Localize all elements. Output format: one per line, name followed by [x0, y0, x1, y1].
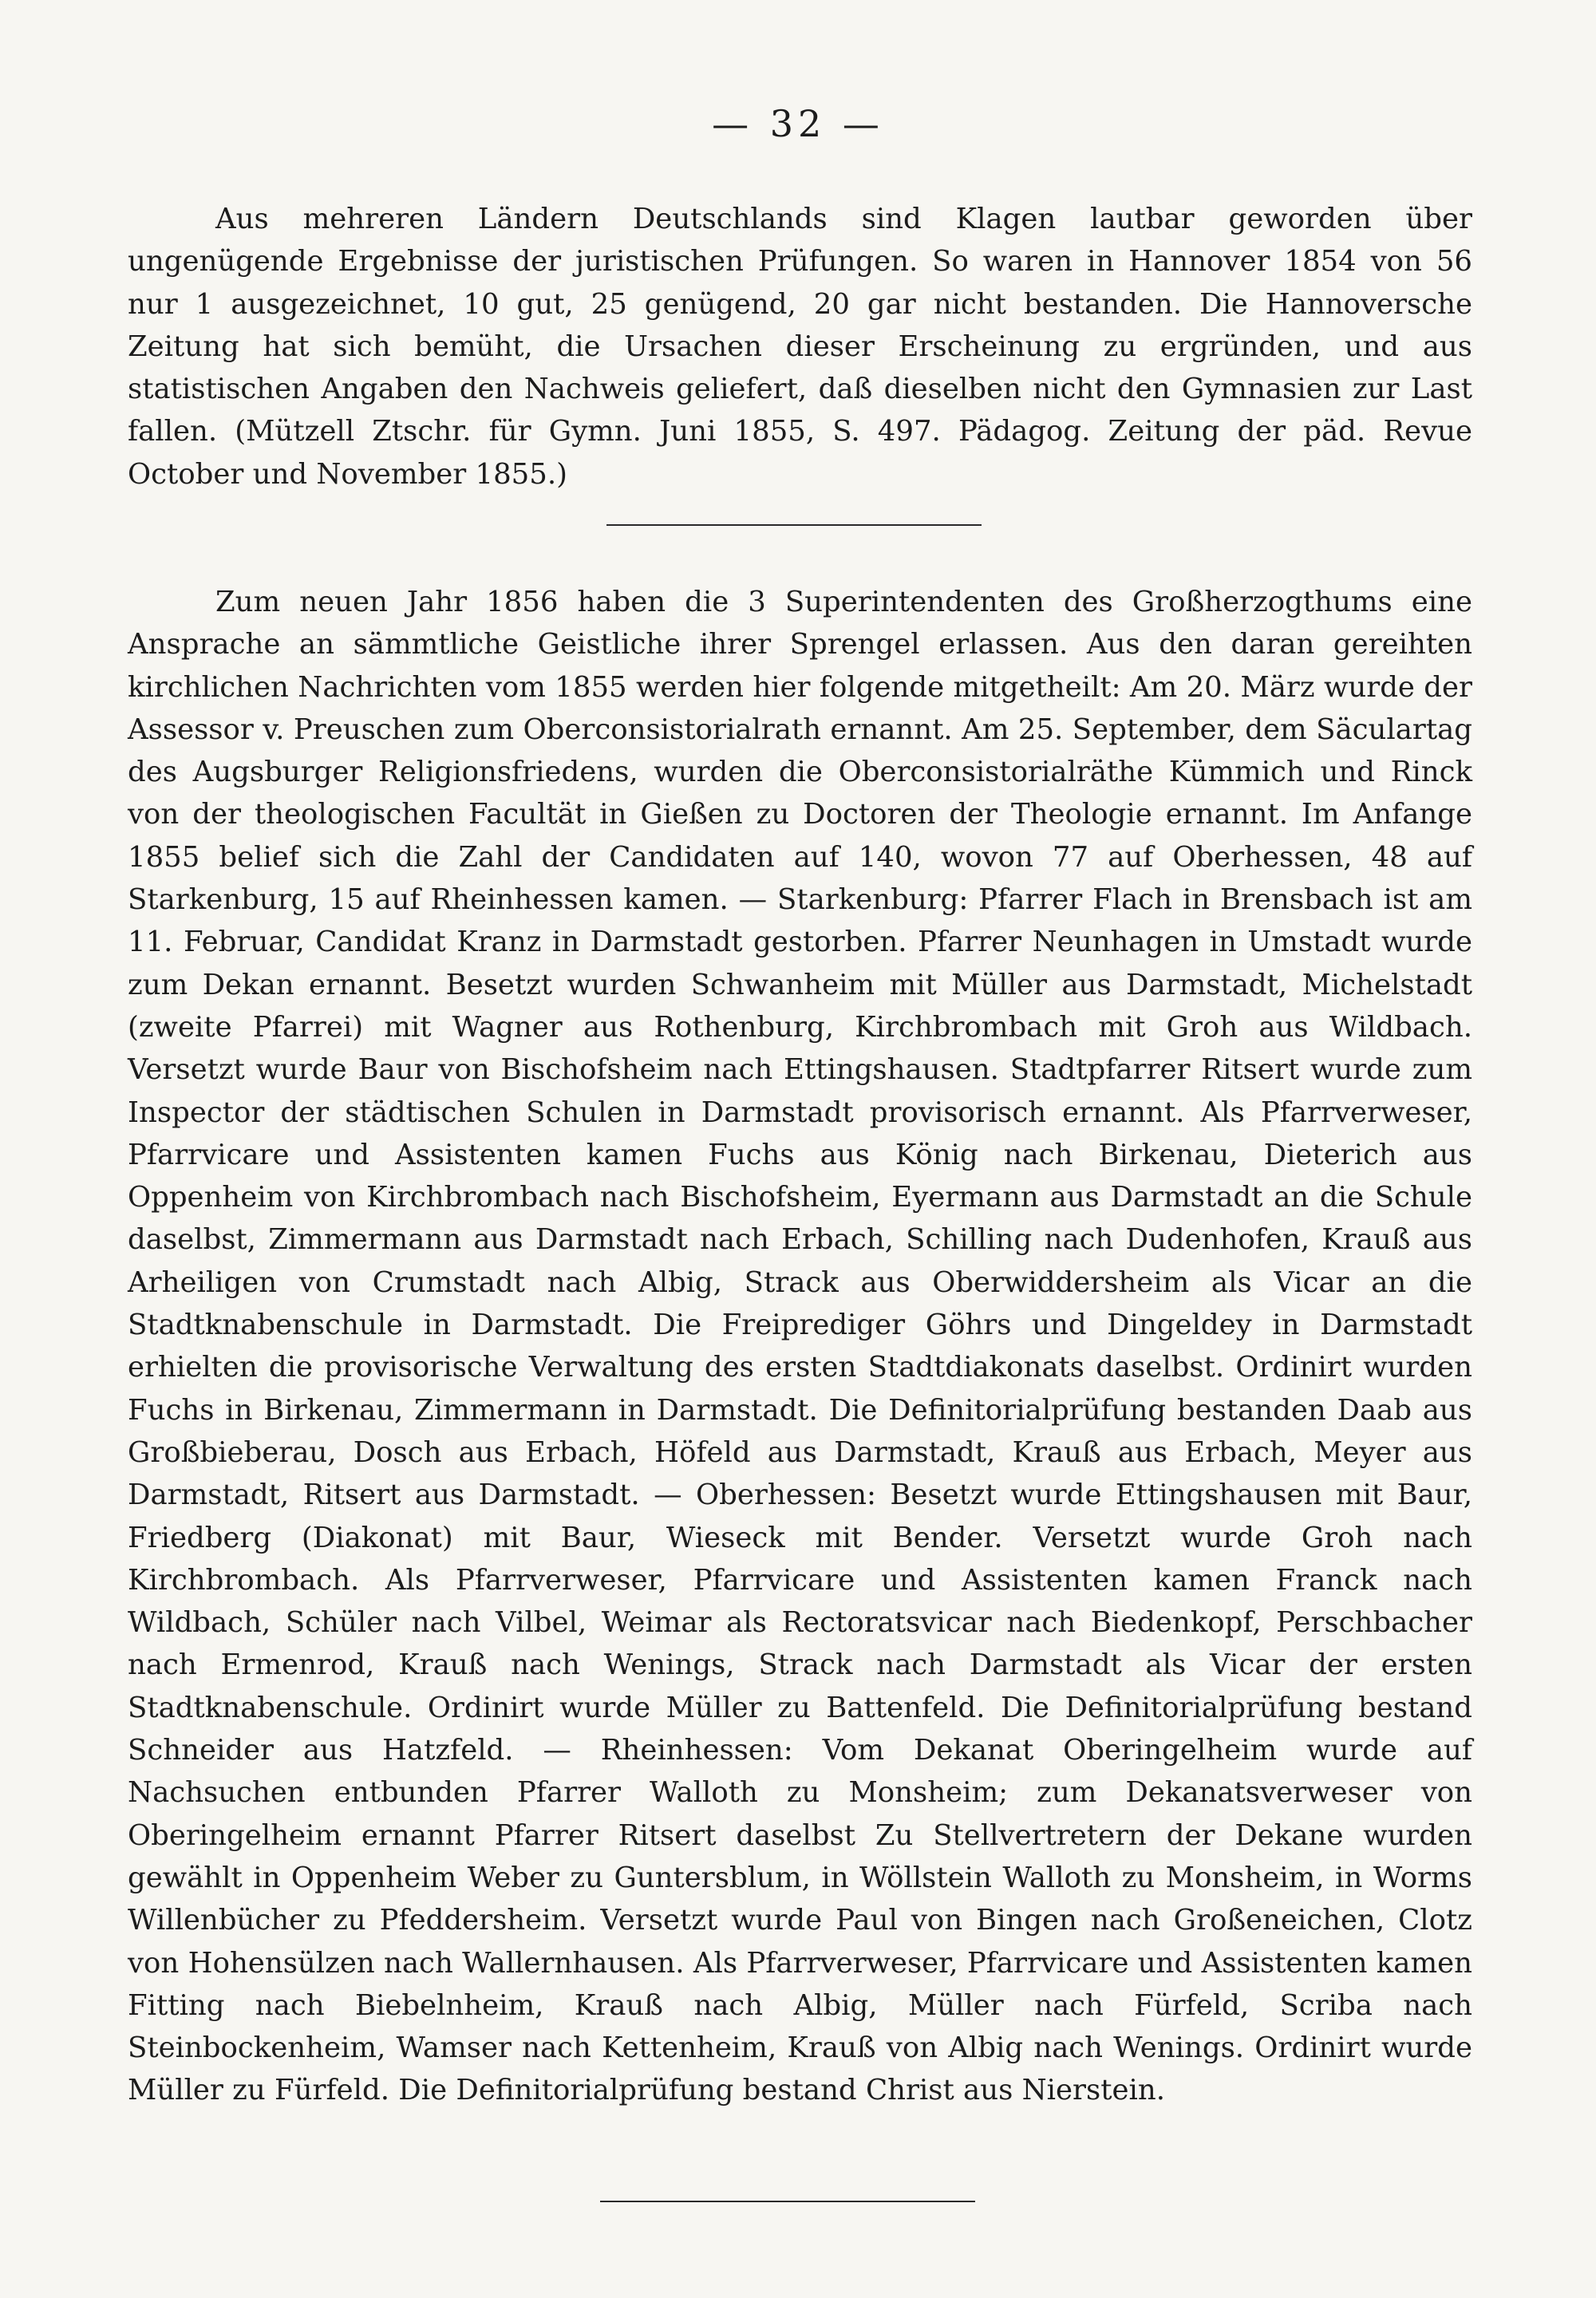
page-number: — 32 — — [712, 102, 884, 145]
section-divider — [600, 2201, 975, 2202]
paragraph-church-news — [128, 581, 1472, 2112]
section-divider — [606, 524, 982, 526]
paragraph-text: Zum neuen Jahr 1856 haben die 3 Superintendenten des Großherzogthums eine Ansprache an sämmtliche Geistliche ihrer Sprengel erlassen. Aus den daran gereihten kirchlichen Nachrichten vom 1855 werden hier folgende mitgetheilt: Am 20. März wurde der Assessor v. Preuschen zum Oberconsistorialrath ernannt. Am 25. September, dem Säculartag des Augsburger Religionsfriedens, wurden die Oberconsistorialräthe Kümmich und Rinck von der theologischen Facultät in Gießen zu Doctoren der Theologie ernannt. Im Anfange 1855 belief sich die Zahl der Candidaten auf 140, wovon 77 auf Oberhessen, 48 auf Starkenburg, 15 auf Rheinhessen kamen. — Starkenburg: Pfarrer Flach in Brensbach ist am 11. Februar, Candidat Kranz in Darmstadt gestorben. Pfarrer Neunhagen in Umstadt wurde zum Dekan ernannt. Besetzt wurden Schwanheim mit Müller aus Darmstadt, Michelstadt (zweite Pfarrei) mit Wagner aus Rothenburg, Kirchbrombach mit Groh aus Wildbach. Versetzt wurde Baur von Bischofsheim nach Ettingshausen. Stadtpfarrer Ritsert wurde zum Inspector der städtischen Schulen in Darmstadt provisorisch ernannt. Als Pfarrverweser, Pfarrvicare und Assistenten kamen Fuchs aus König nach Birkenau, Dieterich aus Oppenheim von Kirchbrombach nach Bischofsheim, Eyermann aus Darmstadt an die Schule daselbst, Zimmermann aus Darmstadt nach Erbach, Schilling nach Dudenhofen, Krauß aus Arheiligen von Crumstadt nach Albig, Strack aus Oberwiddersheim als Vicar an die Stadtknabenschule in Darmstadt. Die Freiprediger Göhrs und Dingeldey in Darmstadt erhielten die provisorische Verwaltung des ersten Stadtdiakonats daselbst. Ordinirt wurden Fuchs in Birkenau, Zimmermann in Darmstadt. Die Definitorialprüfung bestanden Daab aus Großbieberau, Dosch aus Erbach, Höfeld aus Darmstadt, Krauß aus Erbach, Meyer aus Darmstadt, Ritsert aus Darmstadt. — Oberhessen: Besetzt wurde Ettingshausen mit Baur, Friedberg (Diakonat) mit Baur, Wieseck mit Bender. Versetzt wurde Groh nach Kirchbrombach. Als Pfarrverweser, Pfarrvicare und Assistenten kamen Franck nach Wildbach, Schüler nach Vilbel, Weimar als Rectoratsvicar nach Biedenkopf, Perschbacher nach Ermenrod, Krauß nach Wenings, Strack nach Darmstadt als Vicar der ersten Stadtknabenschule. Ordinirt wurde Müller zu Battenfeld. Die Definitorialprüfung bestand Schneider aus Hatzfeld. — Rheinhessen: Vom Dekanat Oberingelheim wurde auf Nachsuchen entbunden Pfarrer Walloth zu Monsheim; zum Dekanatsverweser von Oberingelheim ernannt Pfarrer Ritsert daselbst Zu Stellvertretern der Dekane wurden gewählt in Oppenheim Weber zu Guntersblum, in Wöllstein Walloth zu Monsheim, in Worms Willenbücher zu Pfeddersheim. Versetzt wurde Paul von Bingen nach Großeneichen, Clotz von Hohensülzen nach Wallernhausen. Als Pfarrverweser, Pfarrvicare und Assistenten kamen Fitting nach Biebelnheim, Krauß nach Albig, Müller nach Fürfeld, Scriba nach Steinbockenheim, Wamser nach Kettenheim, Krauß von Albig nach Wenings. Ordinirt wurde Müller zu Fürfeld. Die Definitorialprüfung bestand Christ aus Nierstein. — [128, 586, 1472, 2107]
paragraph-law-exams — [128, 198, 1472, 496]
paragraph-text: Aus mehreren Ländern Deutschlands sind Klagen lautbar geworden über ungenügende Ergebnisse der juristischen Prüfungen. So waren in Hannover 1854 von 56 nur 1 ausgezeichnet, 10 gut, 25 genügend, 20 gar nicht bestanden. Die Hannoversche Zeitung hat sich bemüht, die Ursachen dieser Erscheinung zu ergründen, und aus statistischen Angaben den Nachweis geliefert, daß dieselben nicht den Gymnasien zur Last fallen. (Mützell Ztschr. für Gymn. Juni 1855, S. 497. Pädagog. Zeitung der päd. Revue October und November 1855.) — [128, 203, 1472, 491]
